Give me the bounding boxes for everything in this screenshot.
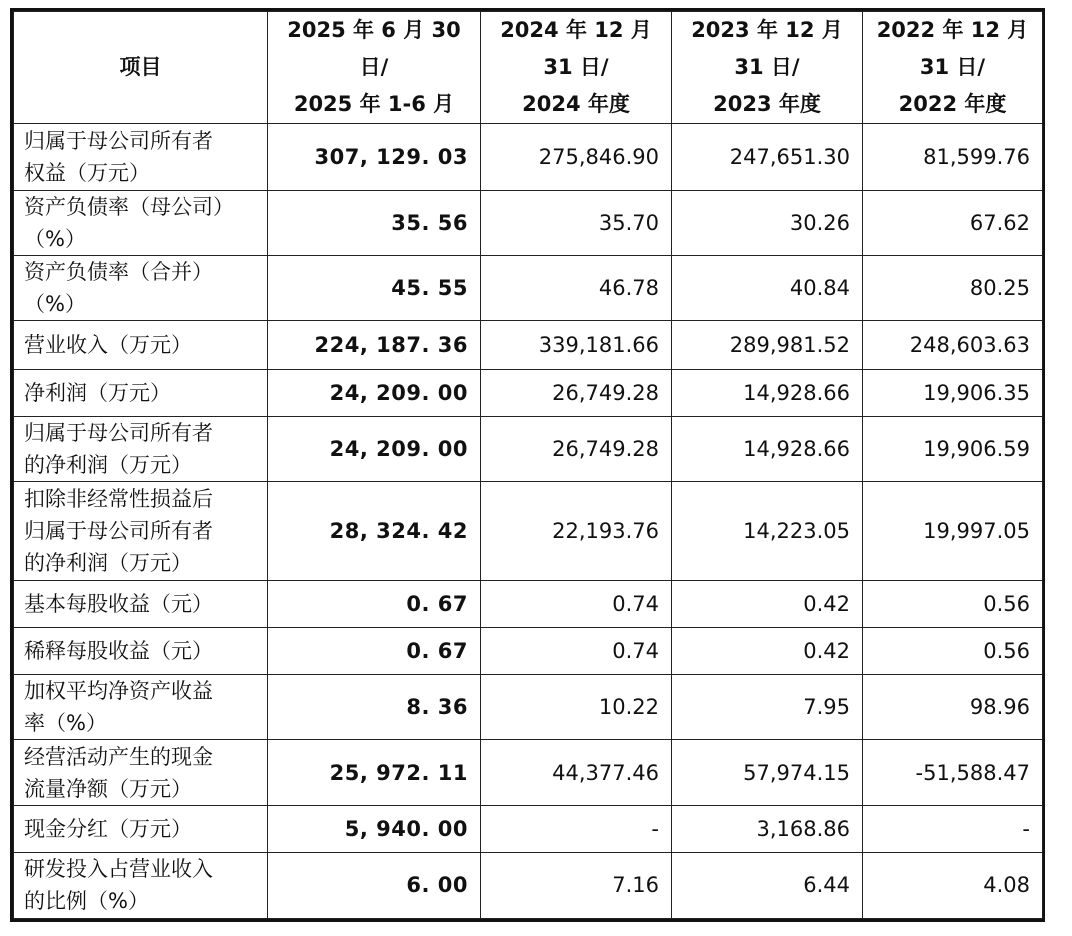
cell-2022: 0.56 [863,581,1043,628]
table-row [14,805,1043,852]
cell-2025h1: 8. 36 [268,675,481,740]
label-line: 基本每股收益（元） [24,592,213,617]
cell-2022: -51,588.47 [863,740,1043,805]
label-line: 2024 年 12 月 [500,18,652,42]
cell-2022: 4.08 [863,852,1043,918]
cell-2023: 247,651.30 [672,124,863,191]
cell-2024: - [481,805,672,852]
cell-2024: 26,749.28 [481,416,672,481]
cell-2023: 0.42 [672,581,863,628]
cell-2023: 57,974.15 [672,740,863,805]
cell-2024: 22,193.76 [481,481,672,580]
label-line: （%） [24,292,86,317]
label-line: 2023 年度 [713,92,821,116]
label-line: 2024 年度 [522,92,630,116]
cell-2024: 0.74 [481,628,672,675]
label-line: （%） [24,227,86,252]
cell-2022: 0.56 [863,628,1043,675]
table-row [14,416,1043,481]
label-line: 2025 年 1-6 月 [293,92,455,116]
label-line: 稀释每股收益（元） [24,639,213,664]
label-line: 率（%） [24,711,107,736]
cell-2023: 40.84 [672,256,863,321]
header-item-label: 项目 [119,55,162,79]
cell-2025h1: 224, 187. 36 [268,321,481,369]
label-line: 2023 年 12 月 [691,18,843,42]
cell-2025h1: 0. 67 [268,581,481,628]
label-line: 归属于母公司所有者 [24,129,213,154]
label-line: 2022 年 12 月 [876,18,1029,42]
cell-2024: 26,749.28 [481,369,672,416]
cell-2022: - [863,805,1043,852]
cell-2024: 44,377.46 [481,740,672,805]
header-col-2024 [481,12,672,124]
row-label [14,124,268,191]
cell-2022: 19,997.05 [863,481,1043,580]
table-row [14,852,1043,918]
label-line: 归属于母公司所有者 [24,518,213,543]
header-item [14,12,268,124]
label-line: 净利润（万元） [24,380,171,405]
row-label [14,628,268,675]
table-row [14,124,1043,191]
cell-2022: 19,906.59 [863,416,1043,481]
label-line: 的净利润（万元） [24,550,192,575]
label-line: 日/ [359,55,389,79]
label-line: 权益（万元） [24,161,150,186]
cell-2023: 7.95 [672,675,863,740]
cell-2022: 248,603.63 [863,321,1043,369]
row-label [14,740,268,805]
row-label [14,256,268,321]
label-line: 2022 年度 [898,92,1007,116]
financial-data-table [13,11,1043,919]
cell-2024: 46.78 [481,256,672,321]
cell-2025h1: 307, 129. 03 [268,124,481,191]
cell-2023: 14,223.05 [672,481,863,580]
cell-2025h1: 25, 972. 11 [268,740,481,805]
header-col-2022 [863,12,1043,124]
cell-2023: 14,928.66 [672,369,863,416]
table-row [14,675,1043,740]
cell-2022: 19,906.35 [863,369,1043,416]
label-line: 资产负债率（合并） [24,260,213,285]
cell-2025h1: 6. 00 [268,852,481,918]
cell-2024: 7.16 [481,852,672,918]
table-row [14,581,1043,628]
cell-2022: 67.62 [863,191,1043,256]
cell-2025h1: 24, 209. 00 [268,369,481,416]
label-line: 扣除非经常性损益后 [24,486,213,511]
cell-2023: 6.44 [672,852,863,918]
cell-2022: 81,599.76 [863,124,1043,191]
cell-2023: 3,168.86 [672,805,863,852]
row-label [14,321,268,369]
header-row [14,12,1043,124]
cell-2025h1: 28, 324. 42 [268,481,481,580]
cell-2025h1: 35. 56 [268,191,481,256]
label-line: 31 日/ [734,55,800,79]
cell-2024: 35.70 [481,191,672,256]
cell-2022: 80.25 [863,256,1043,321]
row-label [14,581,268,628]
label-line: 加权平均净资产收益 [24,679,213,704]
row-label [14,369,268,416]
cell-2023: 30.26 [672,191,863,256]
row-label [14,416,268,481]
cell-2025h1: 45. 55 [268,256,481,321]
table-row [14,256,1043,321]
cell-2023: 0.42 [672,628,863,675]
cell-2023: 289,981.52 [672,321,863,369]
label-line: 2025 年 6 月 30 [287,18,461,42]
cell-2024: 0.74 [481,581,672,628]
row-label [14,191,268,256]
table-row [14,740,1043,805]
cell-2022: 98.96 [863,675,1043,740]
cell-2025h1: 5, 940. 00 [268,805,481,852]
label-line: 的净利润（万元） [24,452,192,477]
table-row [14,481,1043,580]
row-label [14,675,268,740]
label-line: 31 日/ [543,55,609,79]
header-col-2025h1 [268,12,481,124]
table-row [14,191,1043,256]
table-row [14,369,1043,416]
table-row [14,628,1043,675]
row-label [14,481,268,580]
row-label [14,852,268,918]
label-line: 31 日/ [919,55,986,79]
table-row [14,321,1043,369]
cell-2025h1: 24, 209. 00 [268,416,481,481]
label-line: 营业收入（万元） [24,333,192,358]
label-line: 流量净额（万元） [24,776,192,801]
label-line: 归属于母公司所有者 [24,420,213,445]
financial-table-frame [10,8,1045,922]
row-label [14,805,268,852]
label-line: 现金分红（万元） [24,816,192,841]
cell-2024: 339,181.66 [481,321,672,369]
label-line: 经营活动产生的现金 [24,744,213,769]
cell-2024: 275,846.90 [481,124,672,191]
label-line: 研发投入占营业收入 [24,857,213,882]
header-col-2023 [672,12,863,124]
cell-2023: 14,928.66 [672,416,863,481]
cell-2024: 10.22 [481,675,672,740]
cell-2025h1: 0. 67 [268,628,481,675]
label-line: 的比例（%） [24,889,149,914]
label-line: 资产负债率（母公司） [24,195,234,220]
